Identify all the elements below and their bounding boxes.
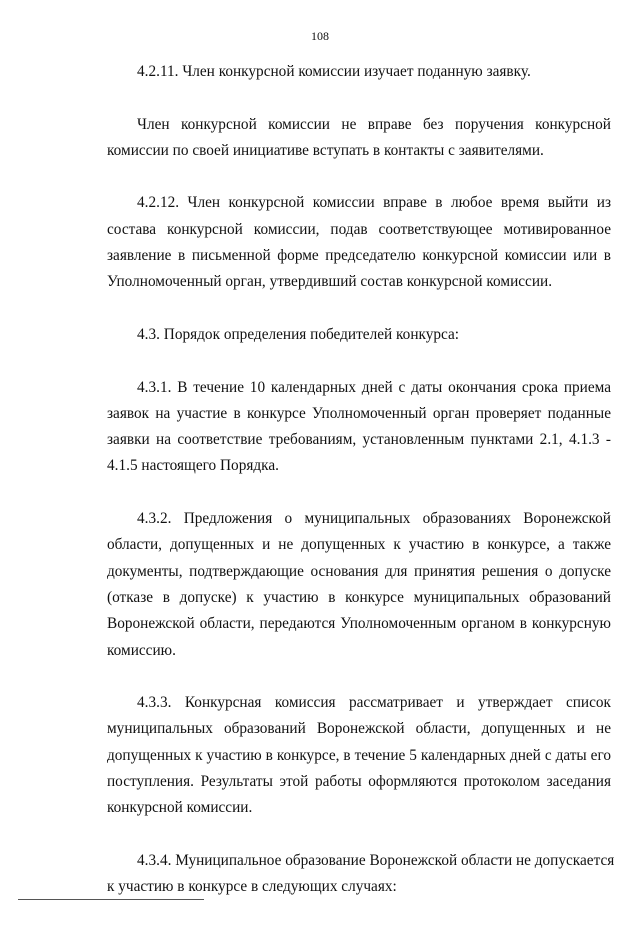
text-line: 4.3.3. Конкурсная комиссия рассматривает и утверждает список — [137, 694, 611, 712]
text-line: конкурсной комиссии. — [107, 799, 253, 817]
paragraph-4-2-11 — [107, 59, 611, 85]
text-line: Воронежской области, передаются Уполномоченным органом в конкурсную — [107, 615, 611, 633]
text-line: 4.2.11. Член конкурсной комиссии изучает поданную заявку. — [137, 63, 531, 80]
text-line: 4.2.12. Член конкурсной комиссии вправе в любое время выйти из — [137, 194, 611, 212]
document-body — [107, 59, 615, 927]
text-line: (отказе в допуске) к участию в конкурсе муниципальных образований — [107, 588, 611, 606]
paragraph-4-3-2 — [107, 506, 611, 664]
text-line: 4.3.1. В течение 10 календарных дней с даты окончания срока приема — [137, 378, 611, 396]
text-line: 4.3.2. Предложения о муниципальных образованиях Воронежской — [137, 510, 611, 528]
paragraph-4-3-1 — [107, 375, 611, 480]
text-line: муниципальных образований Воронежской области, допущенных и не — [107, 720, 611, 738]
text-line: комиссии по своей инициативе вступать в контакты с заявителями. — [107, 141, 544, 159]
paragraph-4-3-3 — [107, 690, 611, 821]
section-heading-4-3 — [107, 322, 611, 348]
paragraph-4-2-12 — [107, 190, 611, 295]
paragraph-4-3-4 — [107, 848, 615, 901]
text-line: 4.1.5 настоящего Порядка. — [107, 457, 279, 475]
text-line: документы, подтверждающие основания для принятия решения о допуске — [107, 562, 611, 580]
text-line: к участию в конкурсе в следующих случаях: — [107, 878, 397, 896]
page-number: 108 — [311, 29, 329, 43]
paragraph-4-2-11-note — [107, 112, 611, 165]
text-line: заявок на участие в конкурсе Уполномоченный орган проверяет поданные — [107, 404, 611, 422]
text-line: состава конкурсной комиссии, подав соответствующее мотивированное — [107, 220, 611, 238]
text-line: Член конкурсной комиссии не вправе без поручения конкурсной — [137, 115, 611, 133]
text-line: комиссию. — [107, 641, 176, 659]
text-line: заявки на соответствие требованиям, установленным пунктами 2.1, 4.1.3 - — [107, 431, 611, 449]
text-line: поступления. Результаты этой работы оформляются протоколом заседания — [107, 773, 611, 791]
text-line: области, допущенных и не допущенных к участию в конкурсе, а также — [107, 536, 611, 554]
text-line: Уполномоченный орган, утвердивший состав конкурсной комиссии. — [107, 273, 553, 291]
text-line: 4.3.4. Муниципальное образование Воронежской области не допускается — [137, 851, 615, 869]
text-line: 4.3. Порядок определения победителей конкурса: — [137, 325, 460, 343]
footer-rule — [18, 899, 204, 900]
text-line: допущенных к участию в конкурсе, в течение 5 календарных дней с даты его — [107, 746, 611, 764]
text-line: заявление в письменной форме председателю конкурсной комиссии или в — [107, 247, 611, 265]
